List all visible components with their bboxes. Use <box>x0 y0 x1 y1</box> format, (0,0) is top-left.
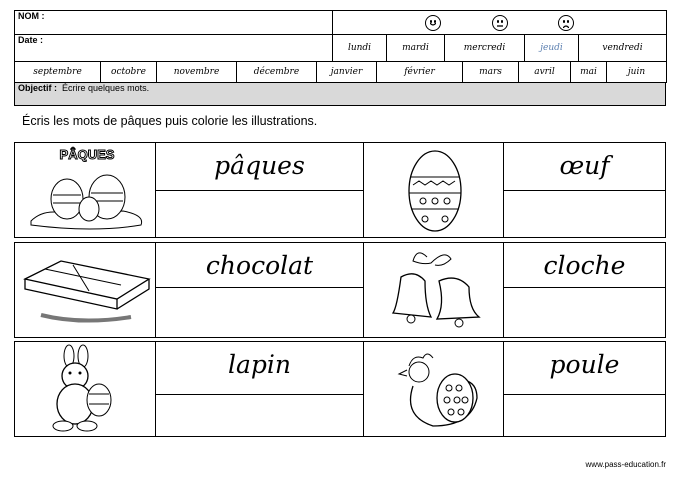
exercise-block-1 <box>14 142 666 238</box>
bells-illustration <box>387 247 483 335</box>
rabbit-illustration <box>43 344 123 434</box>
writing-area-oeuf[interactable] <box>504 191 665 237</box>
decorated-egg-illustration <box>405 147 465 235</box>
word-chocolat: chocolat <box>205 251 314 280</box>
word-cloche: cloche <box>543 251 626 280</box>
word-lapin: lapin <box>227 350 291 379</box>
svg-text:PÂQUES: PÂQUES <box>59 147 115 162</box>
footer-url[interactable]: www.pass-education.fr <box>585 460 666 469</box>
month-decembre[interactable]: décembre <box>237 62 317 83</box>
objective: Objectif : Écrire quelques mots. <box>15 83 666 106</box>
word-paques: pâques <box>214 151 305 180</box>
easter-basket-illustration <box>23 145 151 235</box>
chocolate-bar-illustration <box>21 249 153 329</box>
month-novembre[interactable]: novembre <box>157 62 237 83</box>
writing-area-cloche[interactable] <box>504 288 665 337</box>
day-lundi[interactable]: lundi <box>333 35 387 62</box>
sad-face-icon[interactable] <box>558 15 574 31</box>
instruction: Écris les mots de pâques puis colorie les illustrations. <box>22 114 318 128</box>
name-field[interactable]: NOM : <box>15 11 333 35</box>
writing-area-chocolat[interactable] <box>156 288 363 337</box>
month-mars[interactable]: mars <box>463 62 519 83</box>
day-mercredi[interactable]: mercredi <box>445 35 525 62</box>
word-poule: poule <box>549 350 620 379</box>
exercise-block-2 <box>14 242 666 338</box>
month-fevrier[interactable]: février <box>377 62 463 83</box>
month-janvier[interactable]: janvier <box>317 62 377 83</box>
day-mardi[interactable]: mardi <box>387 35 445 62</box>
neutral-face-icon[interactable] <box>492 15 508 31</box>
hen-egg-illustration <box>393 346 483 432</box>
month-mai[interactable]: mai <box>571 62 607 83</box>
month-octobre[interactable]: octobre <box>101 62 157 83</box>
happy-face-icon[interactable] <box>425 15 441 31</box>
month-avril[interactable]: avril <box>519 62 571 83</box>
worksheet-header <box>14 10 666 110</box>
mood-faces <box>333 11 667 35</box>
day-jeudi[interactable]: jeudi <box>525 35 579 62</box>
exercise-block-3 <box>14 341 666 437</box>
date-field[interactable]: Date : <box>15 35 333 62</box>
writing-area-lapin[interactable] <box>156 395 363 436</box>
writing-area-paques[interactable] <box>156 191 363 237</box>
writing-area-poule[interactable] <box>504 395 665 436</box>
day-vendredi[interactable]: vendredi <box>579 35 667 62</box>
month-juin[interactable]: juin <box>607 62 667 83</box>
month-septembre[interactable]: septembre <box>15 62 101 83</box>
word-oeuf: œuf <box>559 151 610 180</box>
